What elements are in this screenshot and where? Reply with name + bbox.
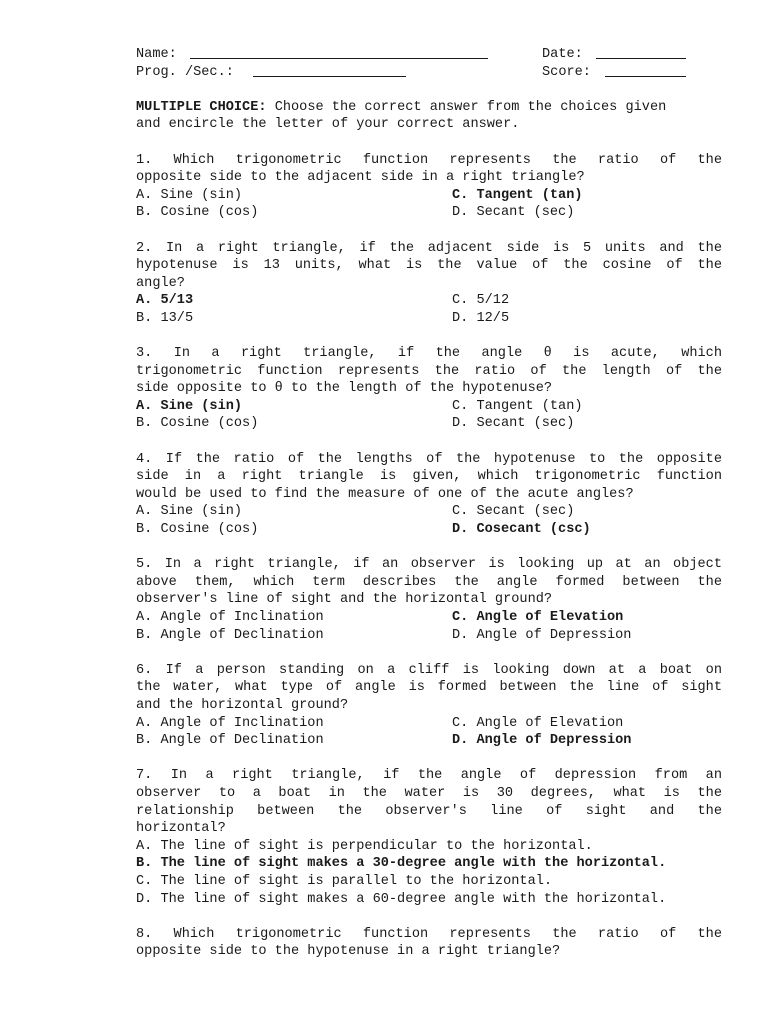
- question-text-line: 2. In a right triangle, if the adjacent side is 5 units and the: [136, 240, 722, 256]
- prog-sec-field[interactable]: [253, 64, 406, 84]
- option-row: [136, 204, 722, 222]
- spacer: [136, 539, 722, 557]
- spacer: [136, 134, 722, 152]
- answer-option[interactable]: B. Angle of Declination: [136, 627, 324, 643]
- answer-option[interactable]: D. Secant (sec): [452, 416, 575, 432]
- question-text-line: the water, what type of angle is formed between the line of sight: [136, 680, 722, 696]
- answer-option[interactable]: D. 12/5: [452, 310, 510, 326]
- answer-option[interactable]: D. Secant (sec): [452, 205, 575, 221]
- spacer: [136, 328, 722, 346]
- answer-option[interactable]: D. Cosecant (csc): [452, 522, 591, 538]
- question-text-line: 6. If a person standing on a cliff is looking down at a boat on: [136, 662, 722, 678]
- question-text-line: 8. Which trigonometric function represents the ratio of the: [136, 926, 722, 942]
- question-2: [136, 240, 722, 328]
- option-row: [136, 292, 722, 310]
- answer-option[interactable]: C. Tangent (tan): [452, 398, 583, 414]
- date-label: Date:: [542, 47, 583, 62]
- name-label: Name:: [136, 47, 177, 62]
- answer-option[interactable]: B. Angle of Declination: [136, 733, 324, 749]
- option-row: [136, 521, 722, 539]
- score-field[interactable]: [605, 64, 686, 84]
- spacer: [136, 644, 722, 662]
- question-5: [136, 556, 722, 644]
- question-text-line: above them, which term describes the angle formed between the: [136, 574, 722, 590]
- option-row: [136, 503, 722, 521]
- question-text-line: hypotenuse is 13 units, what is the value of the cosine of the: [136, 258, 722, 274]
- answer-option[interactable]: A. 5/13: [136, 293, 194, 309]
- instructions-line-1: [136, 99, 722, 117]
- option-row: [136, 415, 722, 433]
- answer-option[interactable]: C. The line of sight is parallel to the horizontal.: [136, 873, 553, 889]
- answer-option[interactable]: B. Cosine (cos): [136, 416, 259, 432]
- spacer: [136, 750, 722, 768]
- question-text-line: observer's line of sight and the horizontal ground?: [136, 592, 553, 608]
- answer-option[interactable]: D. Angle of Depression: [452, 627, 632, 643]
- answer-option[interactable]: B. Cosine (cos): [136, 522, 259, 538]
- answer-option[interactable]: A. Angle of Inclination: [136, 610, 324, 625]
- answer-option[interactable]: C. Secant (sec): [452, 504, 575, 520]
- question-text-line: 3. In a right triangle, if the angle θ is acute, which: [136, 346, 722, 362]
- answer-option[interactable]: A. The line of sight is perpendicular to the horizontal.: [136, 838, 593, 854]
- question-text-line: would be used to find the measure of one of the acute angles?: [136, 486, 634, 502]
- answer-option[interactable]: A. Sine (sin): [136, 187, 243, 203]
- question-text-line: opposite side to the adjacent side in a right triangle?: [136, 170, 585, 186]
- question-text-line: angle?: [136, 275, 185, 291]
- answer-option[interactable]: D. The line of sight makes a 60-degree angle with the horizontal.: [136, 891, 667, 907]
- option-row: [136, 398, 722, 416]
- question-6: [136, 662, 722, 750]
- question-3: [136, 345, 722, 433]
- question-1: [136, 152, 722, 222]
- worksheet: [136, 46, 722, 961]
- option-row: [136, 715, 722, 733]
- spacer: [136, 908, 722, 926]
- option-row: [136, 732, 722, 750]
- answer-option[interactable]: C. Tangent (tan): [452, 187, 583, 203]
- question-text-line: trigonometric function represents the ratio of the length of the: [136, 363, 722, 379]
- instructions-heading: MULTIPLE CHOICE:: [136, 99, 267, 115]
- answer-option[interactable]: C. Angle of Elevation: [452, 610, 624, 625]
- question-text-line: 5. In a right triangle, if an observer is looking up at an object: [136, 557, 722, 573]
- spacer: [136, 433, 722, 451]
- answer-option[interactable]: B. 13/5: [136, 310, 194, 326]
- question-7: [136, 767, 722, 908]
- question-text-line: opposite side to the hypotenuse in a right triangle?: [136, 944, 561, 960]
- prog-sec-label: Prog. /Sec.:: [136, 64, 234, 80]
- answer-option[interactable]: B. Cosine (cos): [136, 205, 259, 221]
- option-row: [136, 310, 722, 328]
- header-row-1: [136, 46, 722, 64]
- question-list: [136, 134, 722, 961]
- question-text-line: horizontal?: [136, 821, 226, 837]
- header-row-2: [136, 64, 722, 82]
- answer-option[interactable]: D. Angle of Depression: [452, 733, 632, 749]
- answer-option[interactable]: C. Angle of Elevation: [452, 715, 624, 731]
- question-text-line: and the horizontal ground?: [136, 697, 349, 713]
- option-row: [136, 627, 722, 645]
- answer-option[interactable]: A. Sine (sin): [136, 504, 243, 520]
- option-row: [136, 187, 722, 205]
- question-4: [136, 451, 722, 539]
- question-text-line: 4. If the ratio of the lengths of the hypotenuse to the opposite: [136, 451, 722, 467]
- question-8: [136, 926, 722, 961]
- instructions-text-1: Choose the correct answer from the choices given: [274, 99, 667, 115]
- answer-option[interactable]: C. 5/12: [452, 293, 510, 309]
- question-text-line: observer to a boat in the water is 30 degrees, what is the: [136, 785, 722, 801]
- question-text-line: side in a right triangle is given, which trigonometric function: [136, 469, 722, 485]
- answer-option[interactable]: A. Sine (sin): [136, 398, 243, 414]
- option-row: [136, 609, 722, 627]
- question-text-line: side opposite to θ to the length of the hypotenuse?: [136, 381, 553, 397]
- answer-option[interactable]: B. The line of sight makes a 30-degree angle with the horizontal.: [136, 856, 667, 872]
- question-text-line: relationship between the observer's line of sight and the: [136, 803, 722, 819]
- answer-option[interactable]: A. Angle of Inclination: [136, 715, 324, 731]
- instructions-line-2: and encircle the letter of your correct answer.: [136, 117, 520, 133]
- spacer: [136, 222, 722, 240]
- question-text-line: 1. Which trigonometric function represents the ratio of the: [136, 152, 722, 168]
- question-text-line: 7. In a right triangle, if the angle of depression from an: [136, 768, 722, 784]
- score-label: Score:: [542, 64, 591, 80]
